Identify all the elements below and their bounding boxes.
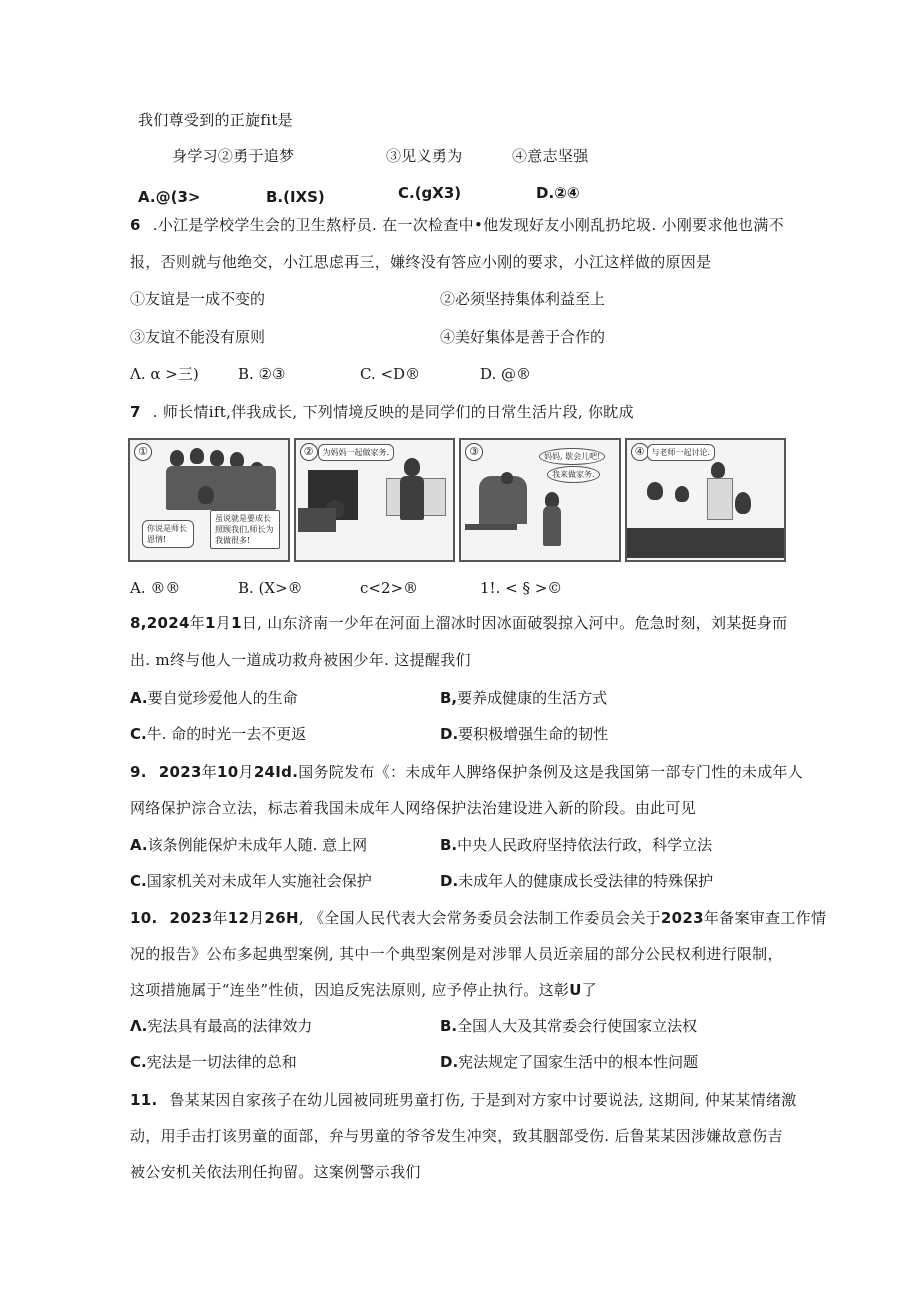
panel-number: ①	[134, 443, 152, 461]
q10-option-a[interactable]: Λ.宪法具有最高的法律效力	[130, 1017, 313, 1035]
q5-option-b[interactable]: B.(IXS)	[266, 188, 325, 206]
q10-number: 10.	[130, 909, 158, 927]
q7-stem-line-1: 7 . 师长情ift,伴我成长, 下列情境反映的是同学们的日常生活片段, 你眈成	[130, 403, 634, 421]
q8-option-c[interactable]: C.牛. 命的时光一去不更返	[130, 725, 307, 743]
q11-number: 11.	[130, 1091, 158, 1109]
q5-item-4: ④意志坚强	[512, 147, 589, 165]
q6-option-d[interactable]: D. @®	[480, 365, 532, 383]
q6-option-c[interactable]: C. <D®	[360, 365, 421, 383]
q6-item-3: ③友谊不能没有原则	[130, 328, 266, 346]
q5-option-a[interactable]: A.@(3>	[138, 188, 201, 206]
q8-option-a[interactable]: A.要自觉珍爱他人的生命	[130, 689, 298, 707]
q9-option-c[interactable]: C.国家机关对未成年人实施社会保护	[130, 872, 372, 890]
q7-option-a[interactable]: A. ®®	[130, 579, 181, 597]
panel-number: ③	[465, 443, 483, 461]
q9-option-b[interactable]: B.中央人民政府坚持依法行政，科学立法	[440, 836, 713, 854]
q8-stem-line-2: 出. m终与他人一道成功救舟被困少年. 这提醒我们	[130, 651, 471, 669]
speech-bubble: 虽说就是要成长照顾我们,师长为我做很多!	[210, 510, 280, 549]
q5-stem-tail: 我们尊受到的正旋fit是	[138, 111, 293, 129]
cartoon-panel-2	[294, 438, 456, 562]
speech-bubble: 你说是师长恩情!	[142, 520, 194, 548]
q9-number: 9.	[130, 763, 147, 781]
q11-stem-line-1: 11. 鲁某某因自家孩子在幼儿园被同班男童打伤, 于是到对方家中讨要说法, 这期间, 仲某某情绪激	[130, 1091, 797, 1109]
q7-option-c[interactable]: c<2>®	[360, 579, 419, 597]
cartoon-panel-4	[625, 438, 787, 562]
q10-option-b[interactable]: B.全国人大及其常委会行使国家立法权	[440, 1017, 698, 1035]
q10-option-d[interactable]: D.宪法规定了国家生活中的根本性问题	[440, 1053, 699, 1071]
q10-stem-line-1: 10. 2023年12月26H, 《全国人民代表大会常务委员会法制工作委员会关于2023年备案审查工作情	[130, 909, 827, 927]
panel-number: ②	[300, 443, 318, 461]
q5-item-1-2: 身学习②勇于追梦	[172, 147, 295, 165]
q11-stem-line-2: 动，用手击打该男童的面部，弁与男童的爷爷发生冲突，致其胭部受伤. 后鲁某某因涉嫌故意伤吉	[130, 1127, 783, 1145]
speech-bubble: 为妈妈一起做家务.	[318, 444, 395, 461]
speech-bubble: 与老师一起讨论.	[647, 444, 716, 461]
q6-option-a[interactable]: Λ. α >三)	[130, 365, 199, 383]
q10-stem-line-3: 这项措施属于“连坐”性侦，因追反宪法原则, 应予停止执行。这彰U了	[130, 981, 597, 999]
q9-option-d[interactable]: D.未成年人的健康成长受法律的特殊保护	[440, 872, 714, 890]
cartoon-panel-3	[459, 438, 621, 562]
q5-item-3: ③见义勇为	[386, 147, 463, 165]
q9-stem-line-2: 网络保护淙合立法，标志着我国未成年人网络保护法治建设进入新的阶段。由此可见	[130, 799, 697, 817]
q6-option-b[interactable]: B. ②③	[238, 365, 286, 383]
q6-stem-line-1: 6 .小江是学校学生会的卫生熬杼员. 在一次检查中•他发现好友小刚乱扔坨圾. 小刚要求他也满不	[130, 216, 784, 234]
q5-option-d[interactable]: D.②④	[536, 184, 580, 202]
q6-number: 6	[130, 216, 141, 234]
q6-item-1: ①友谊是一成不变的	[130, 290, 266, 308]
q8-option-d[interactable]: D.要积极增强生命的韧性	[440, 725, 609, 743]
speech-bubble: 妈妈, 歇会儿吧!	[539, 448, 605, 465]
q7-cartoon-strip	[128, 438, 786, 562]
panel-number: ④	[631, 443, 649, 461]
q11-stem-line-3: 被公安机关依法刑任拘留。这案例警示我们	[130, 1163, 421, 1181]
q7-option-b[interactable]: B. (X>®	[238, 579, 303, 597]
q7-option-d[interactable]: 1!. < § >©	[480, 579, 563, 597]
q6-item-2: ②必须坚持集体利益至上	[440, 290, 606, 308]
q5-items-line	[172, 146, 772, 166]
q9-option-a[interactable]: A.该条例能保炉未成年人随. 意上网	[130, 836, 368, 854]
q6-stem-line-2: 报，否则就与他绝交，小江思虑再三，嫌终没有答应小刚的要求，小江这样做的原因是	[130, 253, 712, 271]
speech-bubble: 我来做家务.	[547, 466, 600, 483]
cartoon-panel-1	[128, 438, 290, 562]
q10-stem-line-2: 况的报告》公布多起典型案例, 其中一个典型案例是对涉罪人员近亲届的部分公民权利进行限制，	[130, 945, 783, 963]
q5-option-c[interactable]: C.(gX3)	[398, 184, 462, 202]
q6-item-4: ④美好集体是善于合作的	[440, 328, 606, 346]
q9-stem-line-1: 9. 2023年10月24Id.国务院发布《：未成年人脾络保护条例及这是我国第一部专门性的未成年人	[130, 763, 804, 781]
q8-stem-line-1: 8,2024年1月1日, 山东济南一少年在河面上溜冰时因冰面破裂掠入河中。危急时刻，刘某挺身而	[130, 614, 788, 632]
q8-option-b[interactable]: B,要养成健康的生活方式	[440, 689, 608, 707]
q7-number: 7	[130, 403, 141, 421]
q10-option-c[interactable]: C.宪法是一切法律的总和	[130, 1053, 297, 1071]
